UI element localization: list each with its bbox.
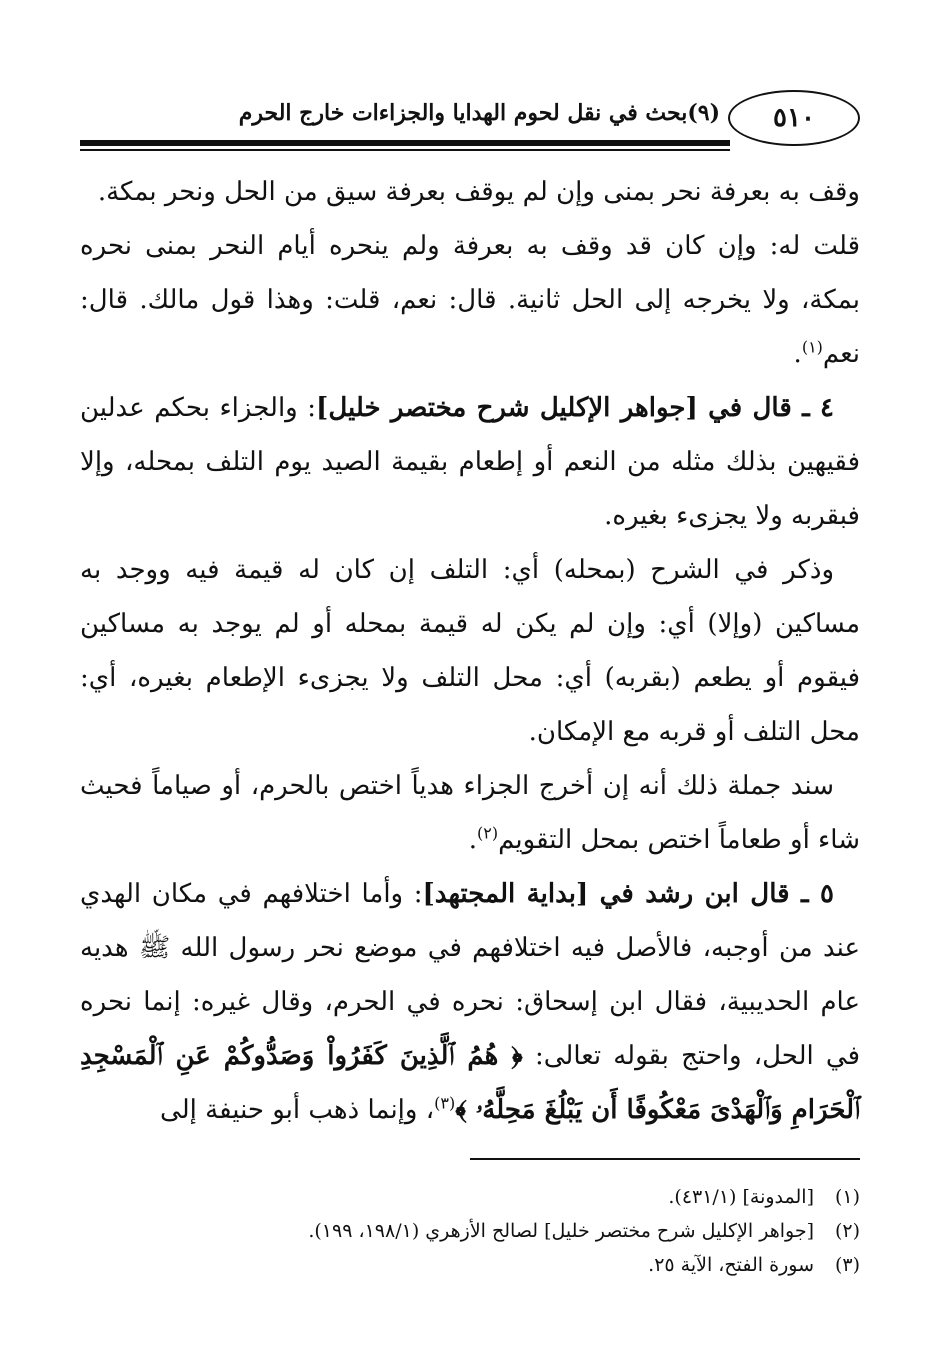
footnote-1: (١)[المدونة] (٤٣١/١). (668, 1186, 860, 1208)
footnote-3: (٣)سورة الفتح، الآية ٢٥. (648, 1254, 860, 1276)
footnotes (80, 1180, 860, 1282)
paragraph-6: ٥ ـ قال ابن رشد في [بداية المجتهد]: وأما اختلافهم في مكان الهدي عند من أوجبه، فالأصل فيه اختلافهم في موضع نحر رسول الله ﷺ هديه عام الحديبية، فقال ابن إسحاق: نحره في الحرم، وقال غيره: إنما نحره في الحل، واحتج بقوله تعالى: ﴿ هُمُ ٱلَّذِينَ كَفَرُواْ وَصَدُّوكُمْ عَنِ ٱلْمَسْجِدِ ٱلْحَرَامِ وَٱلْهَدْىَ مَعْكُوفًا أَن يَبْلُغَ مَحِلَّهُۥ ﴾$^{(٣)}$، وإنما ذهب أبو حنيفة إلى (80, 879, 860, 1125)
body-text (80, 165, 860, 1137)
paragraph-4: وذكر في الشرح (بمحله) أي: التلف إن كان له قيمة فيه ووجد به مساكين (وإلا) أي: وإن لم يكن له قيمة بمحله أو لم يوجد به مساكين فيقوم أو يطعم (بقربه) أي: محل التلف ولا يجزىء الإطعام بغيره، أي: محل التلف أو قربه مع الإمكان. (80, 555, 860, 747)
paragraph-1: وقف به بعرفة نحر بمنى وإن لم يوقف بعرفة سيق من الحل ونحر بمكة. (97, 177, 860, 207)
header-rule-thin (80, 149, 730, 151)
paragraph-3: ٤ ـ قال في [جواهر الإكليل شرح مختصر خليل]: والجزاء بحكم عدلين فقيهين بذلك مثله من النعم أو إطعام بقيمة الصيد يوم التلف بمحله، وإلا فبقربه ولا يجزىء بغيره. (80, 393, 860, 531)
footnote-ref-2: (٢) (477, 823, 499, 843)
paragraph-2: قلت له: وإن كان قد وقف به بعرفة ولم ينحره أيام النحر بمنى نحره بمكة، ولا يخرجه إلى الحل ثانية. قال: نعم، قلت: وهذا قول مالك. قال: نعم$^{(١)}$. (80, 231, 860, 369)
paragraph-5: سند جملة ذلك أنه إن أخرج الجزاء هدياً اختص بالحرم، أو صياماً فحيث شاء أو طعاماً اختص بمحل التقويم$^{(٢)}$. (80, 771, 860, 855)
quran-verse: ﴿ هُمُ ٱلَّذِينَ كَفَرُواْ وَصَدُّوكُمْ عَنِ ٱلْمَسْجِدِ ٱلْحَرَامِ وَٱلْهَدْىَ مَعْكُوفًا أَن يَبْلُغَ مَحِلَّهُۥ ﴾ (80, 1041, 860, 1125)
section-heading-4: ٤ ـ قال في [جواهر الإكليل شرح مختصر خليل] (316, 393, 834, 423)
running-title: (٩)بحث في نقل لحوم الهدايا والجزاءات خارج الحرم (238, 100, 720, 126)
page-header (80, 82, 860, 152)
section-heading-5: ٥ ـ قال ابن رشد في [بداية المجتهد] (422, 879, 834, 909)
footnote-ref-3: (٣) (434, 1093, 456, 1113)
footnote-separator (470, 1158, 860, 1160)
footnote-ref-1: (١) (801, 337, 823, 357)
header-rule (80, 140, 730, 146)
footnote-2: (٢)[جواهر الإكليل شرح مختصر خليل] لصالح الأزهري (١٩٨/١، ١٩٩). (308, 1220, 860, 1242)
page-number: ٥١٠ (728, 90, 860, 146)
